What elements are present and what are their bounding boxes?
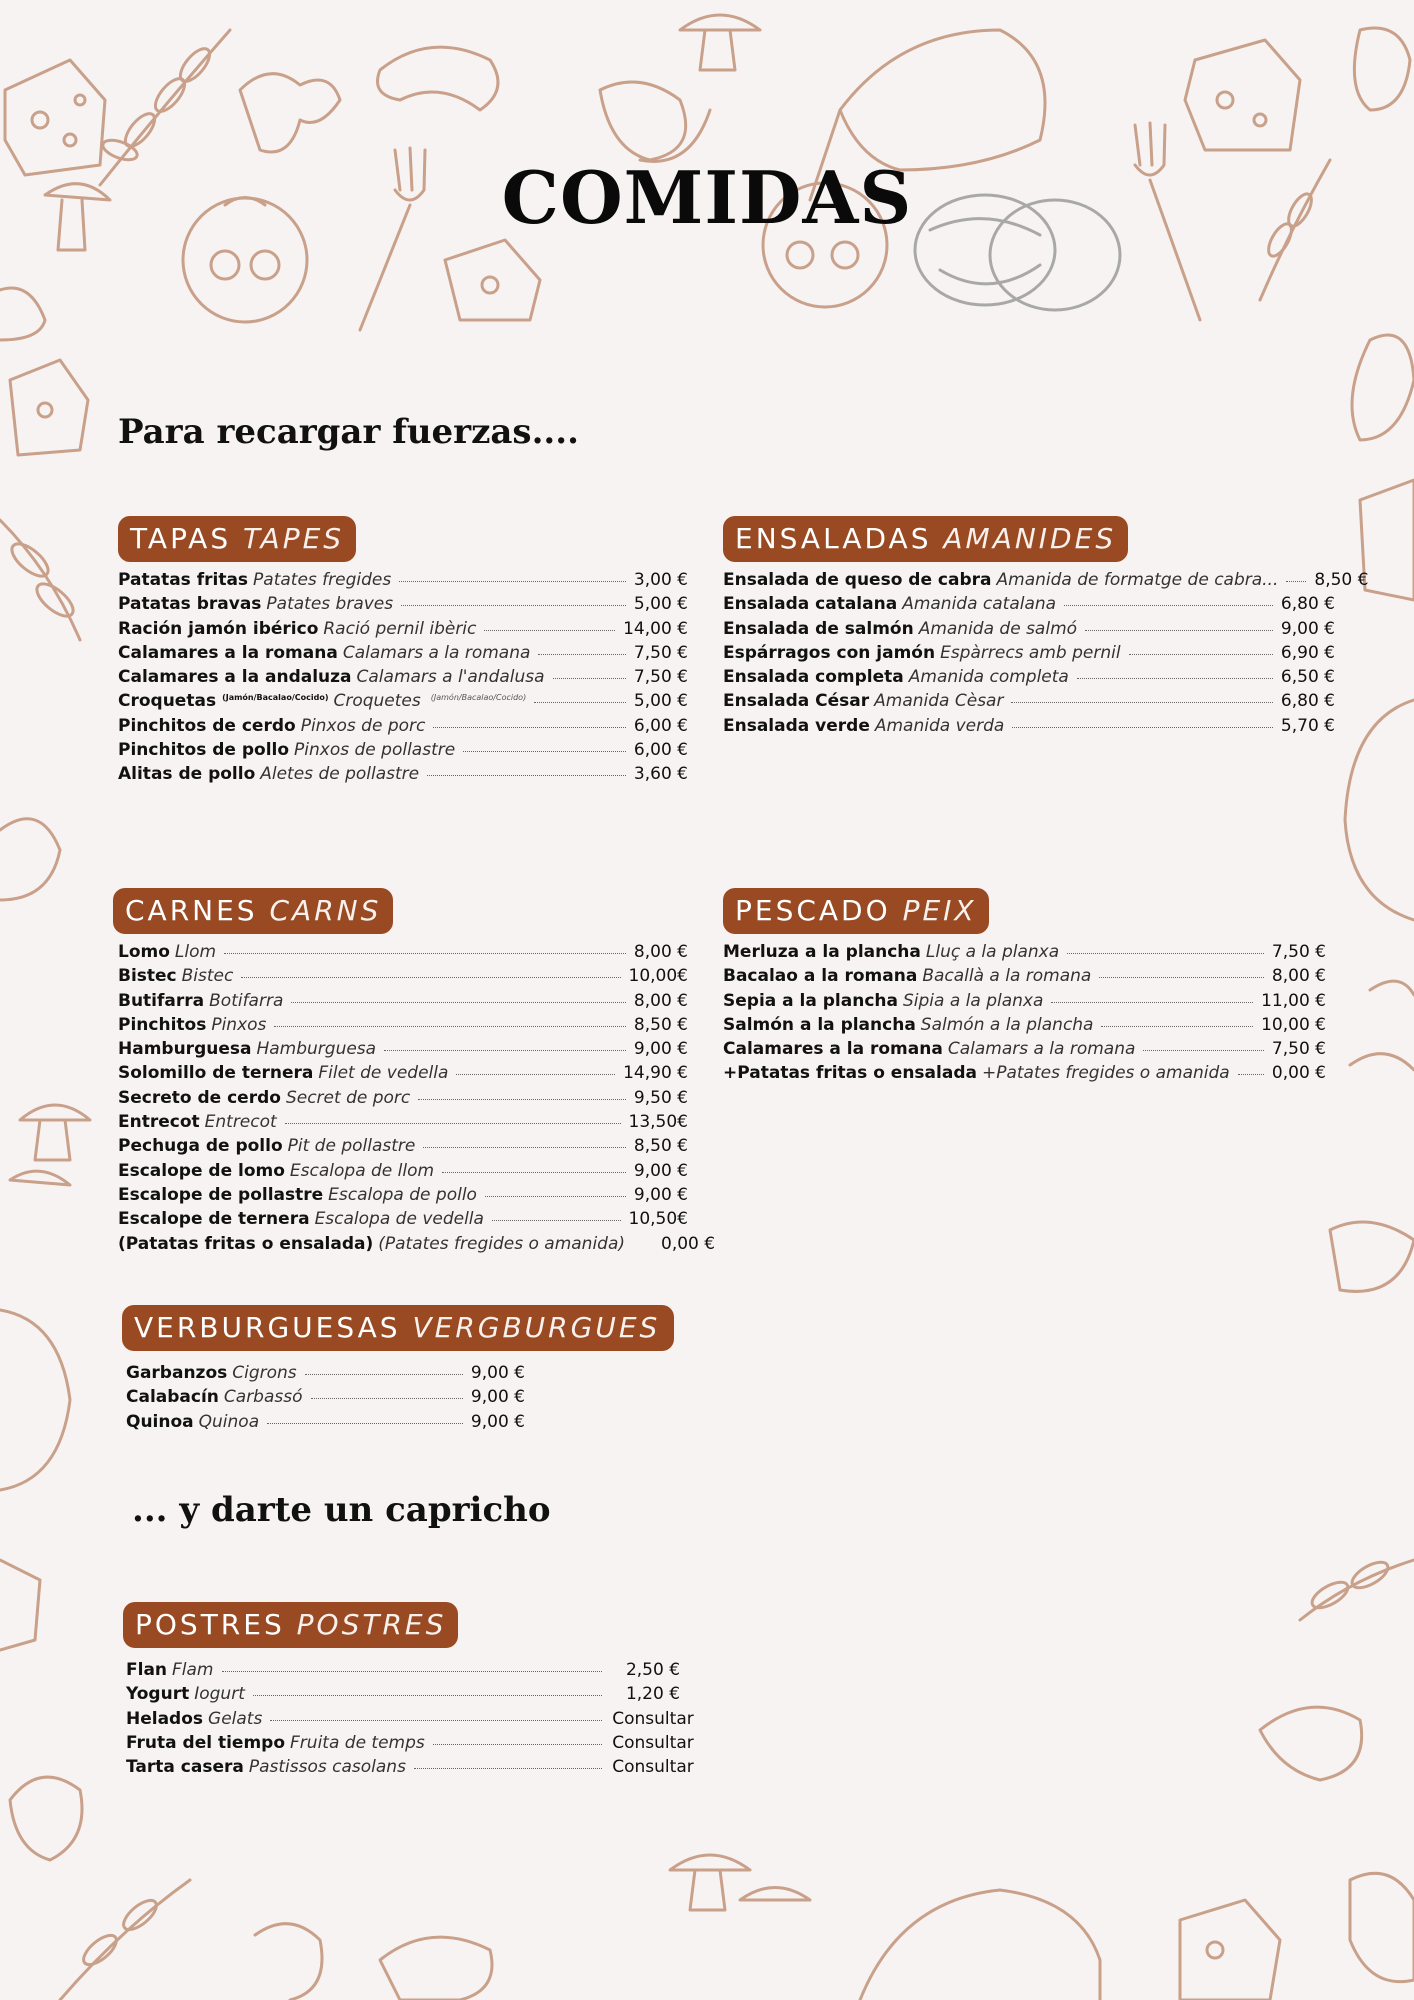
leader-dots bbox=[484, 630, 615, 631]
menu-item bbox=[118, 740, 688, 764]
menu-item bbox=[126, 1709, 696, 1733]
item-name: Patatas bravas bbox=[118, 594, 262, 615]
item-price: Consultar bbox=[612, 1757, 694, 1778]
leader-dots bbox=[291, 1002, 626, 1003]
menu-item bbox=[118, 1015, 688, 1039]
item-name-catalan: Pit de pollastre bbox=[287, 1136, 416, 1157]
leader-dots bbox=[399, 581, 626, 582]
menu-items bbox=[122, 1363, 525, 1436]
menu-item bbox=[723, 1015, 1326, 1039]
menu-item bbox=[723, 991, 1326, 1015]
item-price: 9,00 € bbox=[633, 1184, 688, 1205]
menu-item bbox=[126, 1387, 525, 1411]
header-ca: TAPES bbox=[243, 522, 345, 555]
item-price: 9,00 € bbox=[470, 1411, 525, 1432]
item-name-catalan: Filet de vedella bbox=[318, 1063, 449, 1084]
item-name-catalan: Escalopa de vedella bbox=[314, 1209, 484, 1230]
section-ensaladas bbox=[723, 516, 1369, 740]
item-name-catalan: (Patates fregides o amanida) bbox=[378, 1233, 626, 1254]
item-price: 3,60 € bbox=[633, 764, 688, 785]
item-name: (Patatas fritas o ensalada) bbox=[118, 1233, 374, 1254]
menu-item bbox=[723, 966, 1326, 990]
item-name: Bistec bbox=[118, 966, 177, 987]
item-price: 6,50 € bbox=[1280, 667, 1335, 688]
herb-icon bbox=[0, 520, 80, 640]
item-name-catalan: Ració pernil ibèric bbox=[323, 618, 477, 639]
item-price: 6,90 € bbox=[1280, 642, 1335, 663]
item-price: 9,00 € bbox=[470, 1363, 525, 1383]
leader-dots bbox=[433, 1744, 602, 1745]
cheese-icon bbox=[0, 1560, 40, 1650]
item-price: 11,00 € bbox=[1261, 990, 1326, 1011]
leader-dots bbox=[553, 678, 626, 679]
menu-item bbox=[118, 1233, 716, 1258]
item-price: 5,70 € bbox=[1280, 715, 1335, 736]
menu-item bbox=[118, 942, 688, 966]
menu-item bbox=[118, 667, 688, 691]
section-postres bbox=[123, 1602, 696, 1781]
item-name-catalan: Patates braves bbox=[266, 594, 394, 615]
item-name: Pinchitos de pollo bbox=[118, 740, 290, 761]
menu-item bbox=[118, 966, 688, 990]
item-name-catalan: Botifarra bbox=[209, 990, 284, 1011]
item-name-catalan: Sipia a la planxa bbox=[903, 990, 1044, 1011]
leader-dots bbox=[427, 775, 626, 776]
item-price: 6,80 € bbox=[1280, 691, 1335, 712]
leader-dots bbox=[401, 605, 626, 606]
menu-item bbox=[723, 1063, 1326, 1087]
menu-item bbox=[118, 991, 688, 1015]
header-es: VERBURGUESAS bbox=[134, 1311, 401, 1344]
menu-items bbox=[123, 1660, 696, 1781]
section-verburguesas bbox=[122, 1305, 661, 1436]
croissant-icon bbox=[1330, 1222, 1414, 1291]
item-name: Calamares a la andaluza bbox=[118, 667, 352, 688]
item-name: Quinoa bbox=[126, 1411, 194, 1432]
item-name-catalan: Fruita de temps bbox=[290, 1732, 425, 1753]
item-name-catalan: Croquetes bbox=[333, 691, 421, 712]
item-price: 7,50 € bbox=[633, 642, 688, 663]
leader-dots bbox=[442, 1172, 626, 1173]
leader-dots bbox=[1143, 1050, 1264, 1051]
item-name: Flan bbox=[126, 1660, 168, 1680]
item-name-catalan: +Patates fregides o amanida bbox=[981, 1063, 1230, 1084]
item-price: 9,50 € bbox=[633, 1087, 688, 1108]
item-price: 10,00 € bbox=[1261, 1014, 1326, 1035]
item-name-catalan: Bistec bbox=[181, 966, 234, 987]
item-price: 0,00 € bbox=[661, 1233, 716, 1254]
item-name: Butifarra bbox=[118, 990, 205, 1011]
ham-icon bbox=[1345, 700, 1414, 920]
leader-dots bbox=[1286, 581, 1306, 582]
cheese-icon bbox=[1185, 40, 1300, 150]
menu-item bbox=[723, 619, 1335, 643]
header-es: POSTRES bbox=[135, 1608, 285, 1641]
item-price: 8,00 € bbox=[633, 942, 688, 962]
leader-dots bbox=[253, 1695, 602, 1696]
leader-dots bbox=[414, 1768, 602, 1769]
item-name: Secreto de cerdo bbox=[118, 1087, 281, 1108]
item-name-catalan: Pinxos bbox=[211, 1014, 267, 1035]
section-carnes bbox=[113, 888, 716, 1258]
item-name-catalan: Quinoa bbox=[198, 1411, 260, 1432]
item-price: 7,50 € bbox=[1271, 1039, 1326, 1060]
leader-dots bbox=[1012, 727, 1273, 728]
leader-dots bbox=[1101, 1026, 1253, 1027]
item-name: Fruta del tiempo bbox=[126, 1732, 286, 1753]
leader-dots bbox=[285, 1123, 621, 1124]
item-name: +Patatas fritas o ensalada bbox=[723, 1063, 977, 1084]
header-es: TAPAS bbox=[130, 522, 232, 555]
item-name-catalan: Pastissos casolans bbox=[248, 1757, 406, 1778]
item-price: 6,00 € bbox=[633, 715, 688, 736]
item-name: Calamares a la romana bbox=[723, 1039, 943, 1060]
section-header-pescado bbox=[723, 888, 989, 934]
item-name: Hamburguesa bbox=[118, 1039, 252, 1060]
item-name-catalan: Amanida Cèsar bbox=[874, 691, 1004, 712]
item-name: Ensalada de salmón bbox=[723, 618, 914, 639]
item-price: 8,50 € bbox=[633, 1014, 688, 1035]
item-name-catalan: Carbassó bbox=[223, 1387, 303, 1408]
leader-dots bbox=[241, 977, 620, 978]
leader-dots bbox=[1067, 953, 1264, 954]
header-ca: PEIX bbox=[902, 894, 977, 927]
leader-dots bbox=[1099, 977, 1264, 978]
leader-dots bbox=[270, 1720, 602, 1721]
item-name: Croquetas bbox=[118, 691, 217, 712]
garlic-icon bbox=[1354, 28, 1410, 110]
croissant-icon bbox=[380, 1937, 492, 2000]
item-price: 7,50 € bbox=[1271, 942, 1326, 962]
garlic-icon bbox=[10, 1777, 82, 1860]
item-name-catalan: Pinxos de porc bbox=[300, 715, 426, 736]
menu-item bbox=[723, 942, 1326, 966]
ham-icon bbox=[0, 1310, 70, 1490]
item-price: 5,00 € bbox=[633, 594, 688, 615]
section-tapas bbox=[118, 516, 688, 789]
item-note: (Jamón/Bacalao/Cocido) bbox=[222, 693, 329, 703]
header-ca: AMANIDES bbox=[943, 522, 1117, 555]
item-price: 0,00 € bbox=[1271, 1063, 1326, 1084]
leader-dots bbox=[1051, 1002, 1253, 1003]
item-name: Ensalada verde bbox=[723, 715, 870, 736]
item-name: Alitas de pollo bbox=[118, 764, 256, 785]
menu-item bbox=[118, 594, 688, 618]
item-name: Yogurt bbox=[126, 1684, 190, 1705]
menu-item bbox=[723, 643, 1335, 667]
menu-item bbox=[126, 1660, 696, 1684]
menu-item bbox=[126, 1733, 696, 1757]
item-name: Pinchitos bbox=[118, 1014, 207, 1035]
item-name: Solomillo de ternera bbox=[118, 1063, 314, 1084]
section-header-verburguesas bbox=[122, 1305, 674, 1351]
leader-dots bbox=[305, 1374, 463, 1375]
item-name: Ensalada César bbox=[723, 691, 870, 712]
item-name: Lomo bbox=[118, 942, 170, 962]
menu-items bbox=[113, 942, 716, 1258]
mushroom-icon bbox=[1350, 981, 1414, 1070]
item-price: 8,50 € bbox=[633, 1136, 688, 1157]
leader-dots bbox=[274, 1026, 626, 1027]
item-price: 1,20 € bbox=[625, 1684, 681, 1705]
item-name: Espárragos con jamón bbox=[723, 642, 936, 663]
item-name-catalan: Escalopa de pollo bbox=[328, 1184, 477, 1205]
menu-items bbox=[118, 570, 688, 789]
item-price: 3,00 € bbox=[633, 570, 688, 590]
leader-dots bbox=[433, 727, 626, 728]
menu-items bbox=[723, 570, 1369, 740]
menu-item bbox=[118, 1063, 688, 1087]
item-name-catalan: Bacallà a la romana bbox=[922, 966, 1092, 987]
item-name: Ensalada completa bbox=[723, 667, 904, 688]
item-price: 14,90 € bbox=[623, 1063, 688, 1084]
item-name-catalan: Calamars a la romana bbox=[342, 642, 531, 663]
item-name: Salmón a la plancha bbox=[723, 1014, 916, 1035]
menu-item bbox=[723, 691, 1335, 715]
leader-dots bbox=[456, 1074, 615, 1075]
item-name-catalan: Escalopa de llom bbox=[289, 1160, 435, 1181]
menu-item bbox=[118, 1185, 688, 1209]
item-name-catalan: Llom bbox=[174, 942, 217, 962]
item-name-catalan: Patates fregides bbox=[253, 570, 392, 590]
cheese-icon bbox=[1180, 1900, 1280, 2000]
item-price: 14,00 € bbox=[623, 618, 688, 639]
menu-item bbox=[126, 1363, 525, 1387]
item-price: Consultar bbox=[612, 1732, 694, 1753]
item-name-catalan: Calamars a l'andalusa bbox=[356, 667, 545, 688]
section-pescado bbox=[723, 888, 1326, 1088]
garlic-icon bbox=[1350, 1873, 1414, 1981]
leader-dots bbox=[418, 1099, 626, 1100]
menu-item bbox=[126, 1757, 696, 1781]
item-price: 8,50 € bbox=[1314, 570, 1369, 590]
item-name-catalan: Flam bbox=[172, 1660, 214, 1680]
item-name: Ensalada de queso de cabra bbox=[723, 570, 992, 590]
menu-item bbox=[118, 716, 688, 740]
menu-item bbox=[118, 1039, 688, 1063]
item-price: 9,00 € bbox=[633, 1160, 688, 1181]
item-name: Tarta casera bbox=[126, 1757, 244, 1778]
menu-item bbox=[118, 1088, 688, 1112]
item-price: 13,50€ bbox=[628, 1112, 688, 1133]
leader-dots bbox=[463, 751, 626, 752]
item-name: Entrecot bbox=[118, 1112, 200, 1133]
item-price: 8,00 € bbox=[1271, 966, 1326, 987]
item-price: 8,00 € bbox=[633, 990, 688, 1011]
menu-item bbox=[723, 667, 1335, 691]
header-es: CARNES bbox=[125, 894, 258, 927]
leader-dots bbox=[1064, 605, 1273, 606]
cheese-icon bbox=[445, 240, 540, 320]
leader-dots bbox=[485, 1196, 626, 1197]
item-name-catalan: Amanida de salmó bbox=[918, 618, 1078, 639]
menu-item bbox=[723, 716, 1335, 740]
item-price: 2,50 € bbox=[625, 1660, 681, 1680]
item-name-catalan: Cigrons bbox=[232, 1363, 297, 1383]
item-name-catalan: Hamburguesa bbox=[256, 1039, 377, 1060]
item-name-catalan: Secret de porc bbox=[285, 1087, 411, 1108]
item-name: Helados bbox=[126, 1708, 204, 1729]
menu-item bbox=[118, 1136, 688, 1160]
menu-item bbox=[126, 1412, 525, 1436]
mushroom-icon bbox=[10, 1105, 90, 1185]
leader-dots bbox=[267, 1423, 463, 1424]
item-name: Escalope de ternera bbox=[118, 1209, 310, 1230]
item-price: 5,00 € bbox=[633, 691, 688, 712]
item-name-catalan: Aletes de pollastre bbox=[260, 764, 420, 785]
header-es: ENSALADAS bbox=[735, 522, 932, 555]
item-price: Consultar bbox=[612, 1708, 694, 1729]
leader-dots bbox=[1129, 654, 1273, 655]
cheese-icon bbox=[10, 360, 88, 455]
item-name: Sepia a la plancha bbox=[723, 990, 898, 1011]
herb-icon bbox=[1300, 1557, 1414, 1620]
item-price: 9,00 € bbox=[470, 1387, 525, 1408]
croissant-icon bbox=[0, 819, 60, 900]
header-ca: CARNS bbox=[269, 894, 382, 927]
menu-item bbox=[118, 570, 688, 594]
item-name-catalan: Iogurt bbox=[194, 1684, 245, 1705]
menu-item bbox=[118, 1161, 688, 1185]
item-name: Garbanzos bbox=[126, 1363, 228, 1383]
garlic-icon bbox=[255, 1924, 322, 2000]
menu-item bbox=[126, 1684, 696, 1708]
item-name: Escalope de pollastre bbox=[118, 1184, 324, 1205]
item-name: Pechuga de pollo bbox=[118, 1136, 283, 1157]
item-name-catalan: Amanida completa bbox=[908, 667, 1069, 688]
leader-dots bbox=[224, 953, 626, 954]
leader-dots bbox=[311, 1398, 463, 1399]
leader-dots bbox=[1011, 702, 1272, 703]
item-price: 6,00 € bbox=[633, 740, 688, 761]
item-price: 9,00 € bbox=[1280, 618, 1335, 639]
menu-item bbox=[118, 619, 688, 643]
garlic-icon bbox=[1352, 335, 1414, 440]
item-name-catalan: Entrecot bbox=[204, 1112, 277, 1133]
item-price: 10,00€ bbox=[628, 966, 688, 987]
item-name-catalan: Amanida de formatge de cabra... bbox=[996, 570, 1279, 590]
section-header-carnes bbox=[113, 888, 393, 934]
item-name: Patatas fritas bbox=[118, 570, 249, 590]
menu-item bbox=[723, 594, 1335, 618]
section-header-tapas bbox=[118, 516, 356, 562]
section-header-postres bbox=[123, 1602, 458, 1648]
subtitle-recargar: Para recargar fuerzas.... bbox=[118, 412, 579, 452]
item-name: Calamares a la romana bbox=[118, 642, 338, 663]
leader-dots bbox=[423, 1147, 626, 1148]
leader-dots bbox=[384, 1050, 626, 1051]
item-name-catalan: Gelats bbox=[208, 1708, 263, 1729]
item-note-catalan: (Jamón/Bacalao/Cocido) bbox=[430, 693, 527, 703]
item-name-catalan: Lluç a la planxa bbox=[925, 942, 1060, 962]
page-title: COMIDAS bbox=[501, 155, 913, 240]
item-name: Merluza a la plancha bbox=[723, 942, 921, 962]
item-name: Ensalada catalana bbox=[723, 594, 898, 615]
ginger-icon bbox=[240, 74, 340, 152]
item-name: Bacalao a la romana bbox=[723, 966, 918, 987]
item-name: Ración jamón ibérico bbox=[118, 618, 319, 639]
item-name: Calabacín bbox=[126, 1387, 219, 1408]
item-name: Escalope de lomo bbox=[118, 1160, 285, 1181]
item-price: 10,50€ bbox=[628, 1209, 688, 1230]
croissant-icon bbox=[378, 47, 499, 110]
header-ca: VERGBURGUES bbox=[412, 1311, 661, 1344]
garlic-icon bbox=[600, 82, 710, 161]
item-name-catalan: Calamars a la romana bbox=[947, 1039, 1136, 1060]
herb-icon bbox=[60, 1880, 190, 2000]
leader-dots bbox=[1085, 630, 1273, 631]
menu-item bbox=[118, 643, 688, 667]
header-es: PESCADO bbox=[735, 894, 891, 927]
leader-dots bbox=[534, 702, 626, 703]
leader-dots bbox=[1238, 1074, 1264, 1075]
menu-item bbox=[723, 1039, 1326, 1063]
ham-icon bbox=[860, 1890, 1100, 2000]
item-name-catalan: Espàrrecs amb pernil bbox=[940, 642, 1121, 663]
menu-item bbox=[118, 1112, 688, 1136]
item-name: Pinchitos de cerdo bbox=[118, 715, 296, 736]
header-ca: POSTRES bbox=[296, 1608, 447, 1641]
menu-item bbox=[118, 764, 688, 788]
item-name-catalan: Amanida catalana bbox=[902, 594, 1057, 615]
leader-dots bbox=[633, 1245, 653, 1246]
menu-item bbox=[723, 570, 1369, 594]
croissant-icon bbox=[1260, 1707, 1362, 1780]
mushroom-icon bbox=[670, 1855, 810, 1910]
item-price: 9,00 € bbox=[633, 1039, 688, 1060]
item-price: 7,50 € bbox=[633, 667, 688, 688]
garlic-icon bbox=[0, 288, 45, 340]
leader-dots bbox=[1077, 678, 1273, 679]
item-name-catalan: Pinxos de pollastre bbox=[294, 740, 456, 761]
menu-item bbox=[118, 691, 688, 715]
item-price: 6,80 € bbox=[1280, 594, 1335, 615]
leader-dots bbox=[492, 1220, 621, 1221]
section-header-ensaladas bbox=[723, 516, 1128, 562]
item-name-catalan: Salmón a la plancha bbox=[920, 1014, 1094, 1035]
subtitle-capricho: ... y darte un capricho bbox=[132, 1490, 551, 1530]
leader-dots bbox=[222, 1671, 603, 1672]
menu-item bbox=[118, 1209, 688, 1233]
leader-dots bbox=[538, 654, 626, 655]
menu-items bbox=[723, 942, 1326, 1088]
item-name-catalan: Amanida verda bbox=[874, 715, 1005, 736]
